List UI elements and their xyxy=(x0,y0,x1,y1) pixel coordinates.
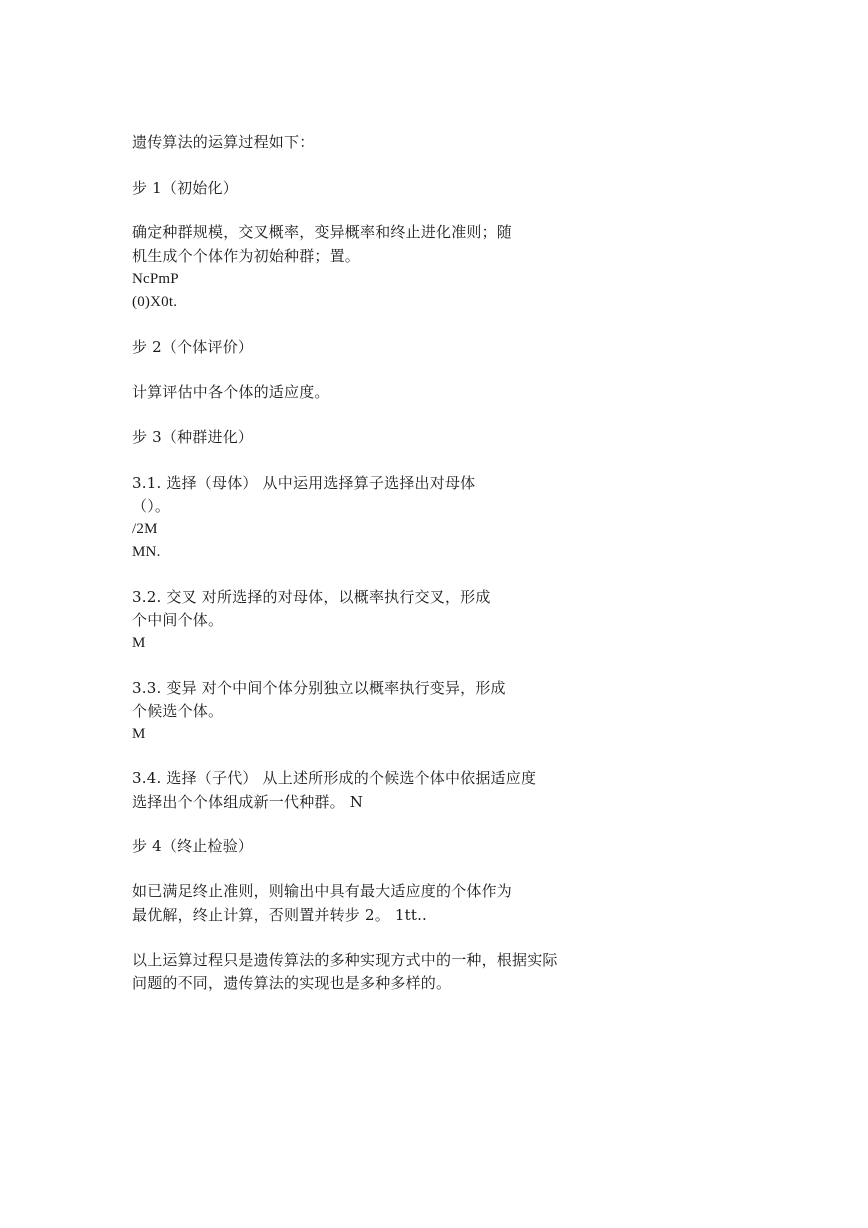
step4-heading: 步 4（终止检验） xyxy=(132,837,254,855)
step4-line2: 最优解，终止计算，否则置并转步 2。 1tt.. xyxy=(132,906,428,924)
intro-text: 遗传算法的运算过程如下： xyxy=(132,133,315,151)
step3-4-line1: 3.4. 选择（子代） 从上述所形成的个候选个体中依据适应度 xyxy=(132,769,537,787)
step3-heading: 步 3（种群进化） xyxy=(132,428,254,446)
conclusion-line1: 以上运算过程只是遗传算法的多种实现方式中的一种，根据实际 xyxy=(132,951,558,969)
step1-formula2: (0)X0t. xyxy=(132,294,178,310)
step3-3-line2: 个候选个体。 xyxy=(132,702,224,720)
step3-2-line1: 3.2. 交叉 对所选择的对母体，以概率执行交叉，形成 xyxy=(132,588,491,606)
step3-1-formula1: /2M xyxy=(132,521,158,537)
step3-1-formula2: MN. xyxy=(132,544,161,560)
step3-3-line1: 3.3. 变异 对个中间个体分别独立以概率执行变异，形成 xyxy=(132,679,506,697)
step2-line1: 计算评估中各个体的适应度。 xyxy=(132,383,330,401)
step1-heading: 步 1（初始化） xyxy=(132,179,238,197)
step2-heading: 步 2（个体评价） xyxy=(132,338,254,356)
step3-1-line1: 3.1. 选择（母体） 从中运用选择算子选择出对母体 xyxy=(132,474,476,492)
step4-line1: 如已满足终止准则，则输出中具有最大适应度的个体作为 xyxy=(132,882,513,900)
step3-4-line2: 选择出个个体组成新一代种群。 N xyxy=(132,793,364,811)
step1-formula1: NcPmP xyxy=(132,271,179,287)
step3-2-line2: 个中间个体。 xyxy=(132,611,224,629)
step1-line1: 确定种群规模，交叉概率，变异概率和终止进化准则；随 xyxy=(132,223,513,241)
step3-1-line2: （）。 xyxy=(132,497,171,515)
conclusion-line2: 问题的不同，遗传算法的实现也是多种多样的。 xyxy=(132,974,452,992)
step3-3-formula: M xyxy=(132,726,146,742)
step3-2-formula: M xyxy=(132,635,146,651)
step1-line2: 机生成个个体作为初始种群；置。 xyxy=(132,247,361,265)
